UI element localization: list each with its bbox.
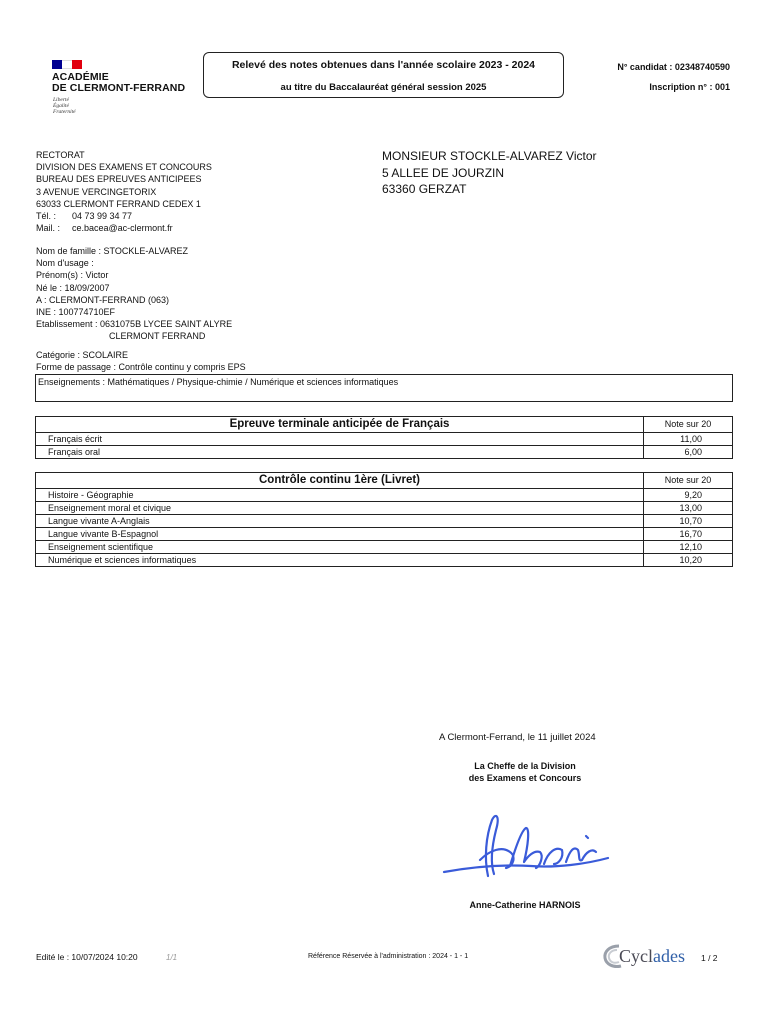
table-row [36, 502, 733, 515]
phone-value: 04 73 99 34 77 [72, 211, 133, 222]
candidate-number: N° candidat : 02348740590 [617, 62, 730, 72]
role-line2: des Examens et Concours [468, 773, 582, 783]
motto-egalite: Égalité [53, 103, 69, 109]
mail-label: Mail. : [36, 223, 61, 234]
specialties: Enseignements : Mathématiques / Physique-chimie / Numérique et sciences informatiques [38, 377, 399, 387]
document-subtitle: au titre du Baccalauréat général session 2025 [280, 82, 487, 93]
table-title: Contrôle continu 1ère (Livret) [36, 473, 644, 489]
recipient-name: MONSIEUR STOCKLE-ALVAREZ Victor [382, 149, 597, 163]
table-header [36, 417, 733, 433]
mail-value: ce.bacea@ac-clermont.fr [72, 223, 173, 234]
student-first-name: Prénom(s) : Victor [36, 270, 109, 281]
sender-phone [36, 210, 212, 222]
document-title-box [203, 52, 564, 98]
phone-label: Tél. : [36, 211, 57, 222]
subject-grade: 6,00 [644, 446, 733, 459]
sender-line: BUREAU DES EPREUVES ANTICIPEES [36, 174, 202, 185]
page-fraction: 1/1 [166, 953, 178, 962]
student-last-name: Nom de famille : STOCKLE-ALVAREZ [36, 246, 189, 256]
student-birth-place: A : CLERMONT-FERRAND (063) [36, 294, 170, 305]
student-birth-date: Né le : 18/09/2007 [36, 282, 110, 293]
signatory-name: Anne-Catherine HARNOIS [469, 900, 581, 910]
subject-label: Enseignement scientifique [36, 541, 644, 554]
specialties-box [35, 374, 733, 402]
page-number: 1 / 2 [701, 953, 718, 963]
table-row [36, 489, 733, 502]
cyclades-logo [601, 942, 685, 970]
recipient-city: 63360 GERZAT [382, 182, 467, 196]
subject-label: Langue vivante B-Espagnol [36, 528, 644, 541]
edition-date: Edité le : 10/07/2024 10:20 [36, 952, 138, 962]
subject-grade: 12,10 [644, 541, 733, 554]
subject-grade: 10,20 [644, 554, 733, 567]
table-row [36, 433, 733, 446]
candidate-info [617, 57, 730, 97]
subject-grade: 11,00 [644, 433, 733, 446]
subject-grade: 10,70 [644, 515, 733, 528]
recipient-street: 5 ALLEE DE JOURZIN [382, 165, 505, 180]
table-row [36, 554, 733, 567]
subject-label: Langue vivante A-Anglais [36, 515, 644, 528]
student-identity [36, 245, 232, 343]
student-usage-name: Nom d'usage : [36, 258, 94, 269]
republic-motto [53, 97, 76, 115]
sender-line: 63033 CLERMONT FERRAND CEDEX 1 [36, 198, 201, 209]
table-title: Epreuve terminale anticipée de Français [36, 417, 644, 433]
recipient-address [382, 148, 597, 198]
subject-label: Enseignement moral et civique [36, 502, 644, 515]
exam-mode: Forme de passage : Contrôle continu y compris EPS [36, 362, 246, 373]
admin-reference: Référence Réservée à l'administration : 2024 - 1 - 1 [308, 953, 469, 960]
category: Catégorie : SCOLAIRE [36, 350, 129, 360]
brand-part2: ades [653, 945, 685, 966]
table-header [36, 473, 733, 489]
sender-address [36, 149, 212, 234]
french-exam-table [35, 416, 733, 459]
role-line1: La Cheffe de la Division [474, 761, 576, 771]
note-header: Note sur 20 [644, 473, 733, 489]
subject-grade: 13,00 [644, 502, 733, 515]
cyclades-wordmark [619, 946, 685, 967]
signatory-role [440, 760, 610, 784]
sender-line: 3 AVENUE VERCINGETORIX [36, 186, 157, 197]
subject-grade: 16,70 [644, 528, 733, 541]
subject-label: Numérique et sciences informatiques [36, 554, 644, 567]
subject-label: Histoire - Géographie [36, 489, 644, 502]
academy-line2: DE CLERMONT-FERRAND [52, 82, 186, 94]
marianne-flag-icon [52, 60, 82, 69]
document-title: Relevé des notes obtenues dans l'année scolaire 2023 - 2024 [231, 59, 536, 71]
table-row [36, 446, 733, 459]
sender-line: RECTORAT [36, 150, 85, 160]
subject-label: Français écrit [36, 433, 644, 446]
subject-grade: 9,20 [644, 489, 733, 502]
motto-fraternite: Fraternité [53, 109, 76, 115]
table-row [36, 541, 733, 554]
student-ine: INE : 100774710EF [36, 307, 116, 318]
student-school-city: CLERMONT FERRAND [109, 331, 206, 342]
sender-line: DIVISION DES EXAMENS ET CONCOURS [36, 162, 212, 173]
subject-label: Français oral [36, 446, 644, 459]
place-date: A Clermont-Ferrand, le 11 juillet 2024 [439, 732, 596, 743]
academy-line1: ACADÉMIE [52, 71, 109, 83]
handwritten-signature [436, 806, 616, 894]
exam-category [36, 349, 246, 373]
sender-mail [36, 222, 212, 234]
table-row [36, 528, 733, 541]
brand-part1: Cycl [619, 945, 653, 966]
student-school: Etablissement : 0631075B LYCEE SAINT ALYRE [36, 319, 233, 330]
motto-liberte: Liberté [53, 97, 69, 103]
inscription-number: Inscription n° : 001 [649, 82, 730, 92]
continuous-assessment-table [35, 472, 733, 567]
academy-logo-text [52, 72, 185, 94]
table-row [36, 515, 733, 528]
note-header: Note sur 20 [644, 417, 733, 433]
